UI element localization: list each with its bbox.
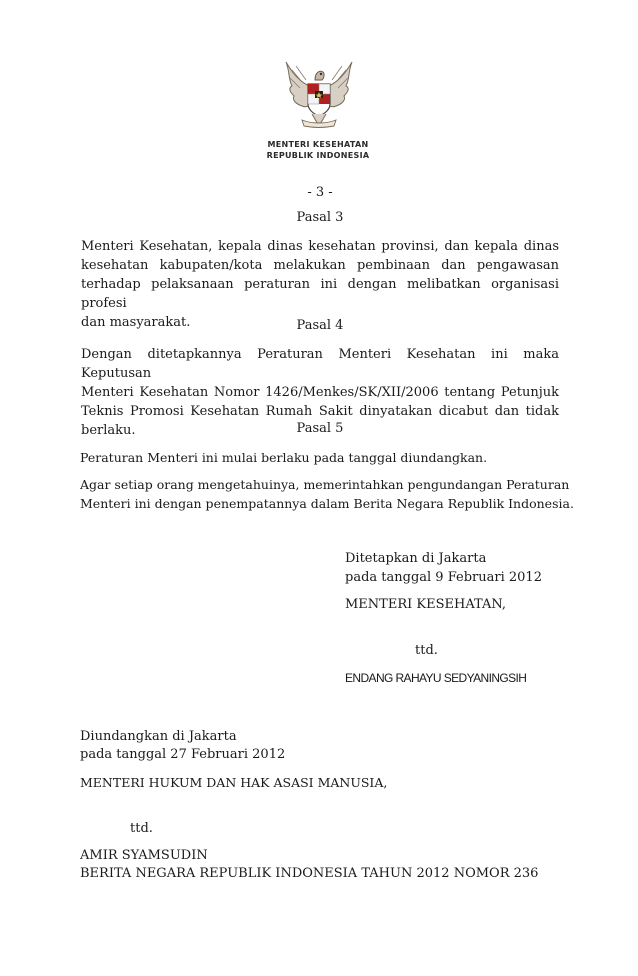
promulgation-clause xyxy=(80,475,574,513)
text-line: Dengan ditetapkannya Peraturan Menteri Kesehatan ini maka Keputusan xyxy=(81,347,559,381)
enacted-title: MENTERI KESEHATAN, xyxy=(345,597,507,612)
enacted-ttd: ttd. xyxy=(415,643,438,658)
promulgated-ttd: ttd. xyxy=(130,821,153,836)
pasal-5-body: Peraturan Menteri ini mulai berlaku pada tanggal diundangkan. xyxy=(80,450,488,465)
text-line: Agar setiap orang mengetahuinya, memerintahkan pengundangan Peraturan xyxy=(80,477,570,492)
gazette-reference: BERITA NEGARA REPUBLIK INDONESIA TAHUN 2012 NOMOR 236 xyxy=(80,866,539,881)
republic-name: REPUBLIK INDONESIA xyxy=(266,151,370,160)
pasal-4-title: Pasal 4 xyxy=(296,318,344,333)
text-line: Menteri ini dengan penempatannya dalam Berita Negara Republik Indonesia. xyxy=(80,496,574,511)
ministry-name: MENTERI KESEHATAN xyxy=(267,140,369,149)
page-number: - 3 - xyxy=(307,185,333,200)
promulgated-place: Diundangkan di Jakarta xyxy=(80,729,237,744)
text-line: dan masyarakat. xyxy=(81,315,191,330)
garuda-emblem-icon xyxy=(282,58,356,134)
pasal-3-title: Pasal 3 xyxy=(296,210,344,225)
enacted-signatory: ENDANG RAHAYU SEDYANINGSIH xyxy=(345,671,527,685)
enacted-date: pada tanggal 9 Februari 2012 xyxy=(345,570,542,585)
promulgated-signatory: AMIR SYAMSUDIN xyxy=(80,848,208,863)
text-line: berlaku. xyxy=(81,423,136,438)
text-line: terhadap pelaksanaan peraturan ini dengan melibatkan organisasi profesi xyxy=(81,277,559,311)
text-line: Menteri Kesehatan Nomor 1426/Menkes/SK/XII/2006 tentang Petunjuk xyxy=(81,385,559,400)
text-line: kesehatan kabupaten/kota melakukan pembinaan dan pengawasan xyxy=(81,258,559,273)
promulgated-title: MENTERI HUKUM DAN HAK ASASI MANUSIA, xyxy=(80,775,388,790)
promulgated-date: pada tanggal 27 Februari 2012 xyxy=(80,747,286,762)
pasal-5-title: Pasal 5 xyxy=(296,421,344,436)
text-line: Teknis Promosi Kesehatan Rumah Sakit dinyatakan dicabut dan tidak xyxy=(81,404,559,419)
enacted-place: Ditetapkan di Jakarta xyxy=(345,551,487,566)
text-line: Menteri Kesehatan, kepala dinas kesehatan provinsi, dan kepala dinas xyxy=(81,239,559,254)
